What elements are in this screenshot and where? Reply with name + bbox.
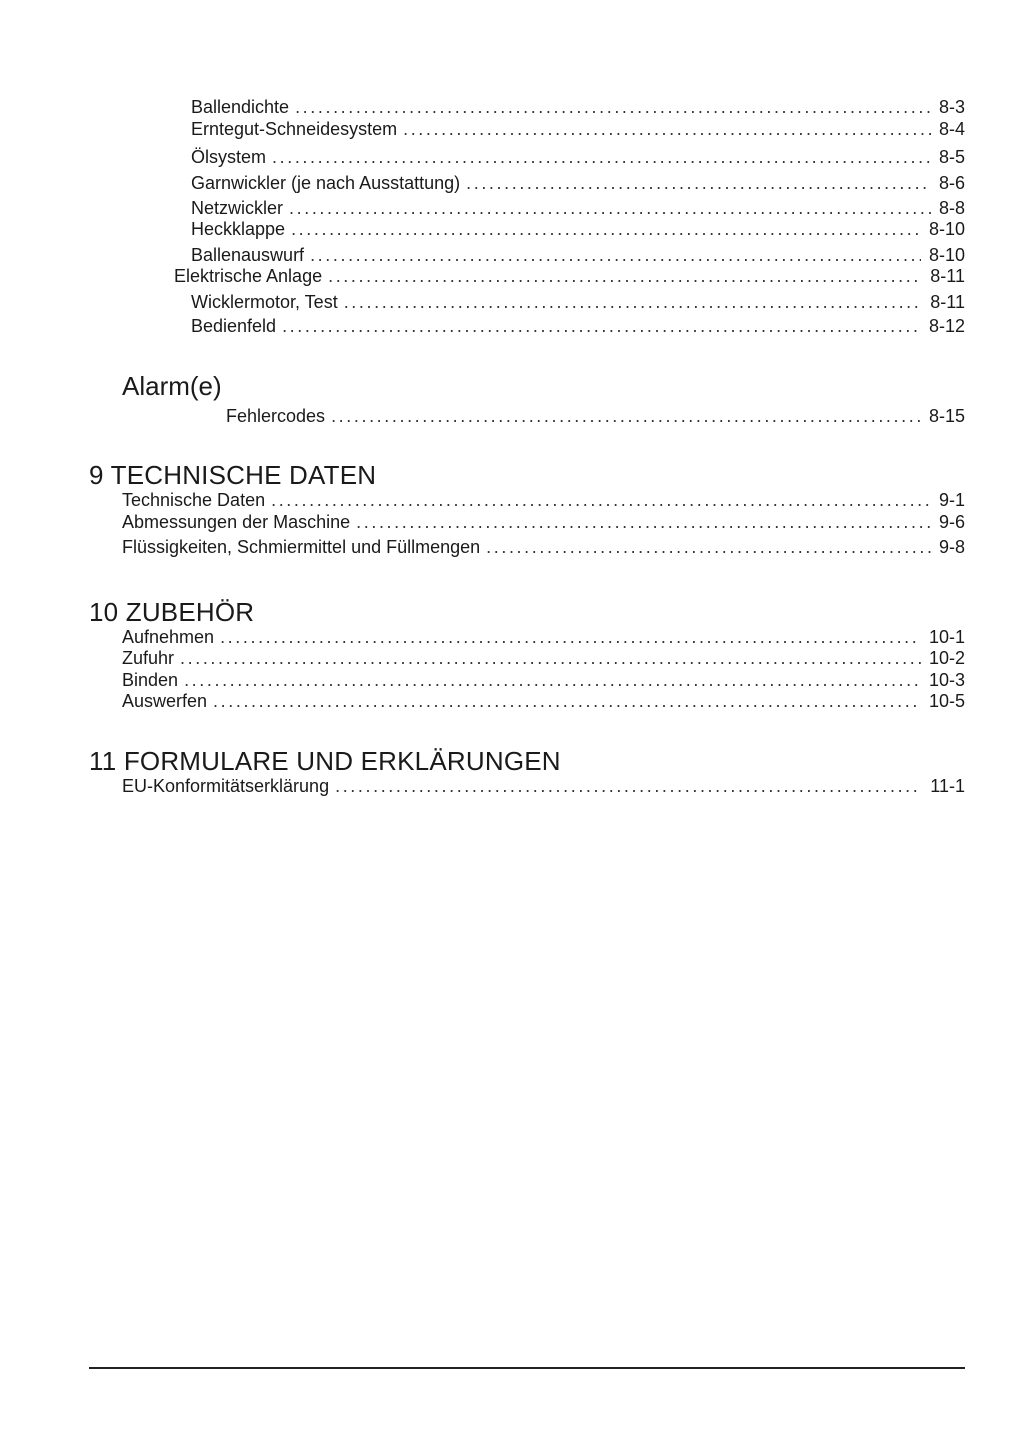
toc-entry-page: 11-1 (930, 776, 965, 796)
toc-entry-heckklappe[interactable] (191, 218, 965, 240)
toc-entry-wicklermotor-test[interactable] (191, 291, 965, 313)
section-heading-alarm: Alarm(e) (122, 371, 222, 401)
toc-entry-label: Erntegut-Schneidesystem (191, 119, 398, 139)
toc-leader-dots (289, 197, 931, 219)
toc-leader-dots (213, 690, 921, 712)
toc-leader-dots (180, 647, 921, 669)
toc-leader-dots (328, 265, 922, 287)
toc-leader-dots (344, 291, 923, 313)
toc-entry-page: 8-4 (938, 119, 965, 139)
toc-entry-erntegut-schneidesystem[interactable] (191, 118, 965, 140)
toc-leader-dots (403, 118, 931, 140)
toc-entry-garnwickler[interactable] (191, 172, 965, 194)
chapter-heading-11: 11 FORMULARE UND ERKLÄRUNGEN (89, 746, 561, 776)
toc-entry-label: Binden (122, 670, 179, 690)
toc-leader-dots (356, 511, 931, 533)
toc-entry-label: EU-Konformitätserklärung (122, 776, 330, 796)
chapter-heading-9: 9 TECHNISCHE DATEN (89, 460, 377, 490)
toc-entry-bedienfeld[interactable] (191, 315, 965, 337)
toc-entry-page: 8-15 (928, 406, 965, 426)
toc-entry-label: Abmessungen der Maschine (122, 512, 351, 532)
toc-leader-dots (220, 626, 921, 648)
toc-entry-binden[interactable] (122, 669, 965, 691)
toc-entry-label: Netzwickler (191, 198, 284, 218)
toc-entry-ballenauswurf[interactable] (191, 244, 965, 266)
toc-entry-page: 8-10 (928, 245, 965, 265)
toc-entry-page: 8-11 (930, 266, 965, 286)
toc-entry-label: Ballenauswurf (191, 245, 305, 265)
toc-entry-page: 8-10 (928, 219, 965, 239)
toc-leader-dots (282, 315, 921, 337)
toc-entry-label: Garnwickler (je nach Ausstattung) (191, 173, 461, 193)
toc-entry-page: 9-8 (938, 537, 965, 557)
toc-entry-label: Wicklermotor, Test (191, 292, 338, 312)
toc-entry-fehlercodes[interactable] (226, 405, 965, 427)
toc-leader-dots (272, 146, 931, 168)
toc-entry-page: 10-5 (928, 691, 965, 711)
toc-entry-label: Auswerfen (122, 691, 208, 711)
toc-entry-label: Bedienfeld (191, 316, 277, 336)
toc-leader-dots (486, 536, 931, 558)
toc-entry-netzwickler[interactable] (191, 197, 965, 219)
toc-entry-page: 10-3 (928, 670, 965, 690)
toc-entry-page: 9-6 (938, 512, 965, 532)
toc-entry-page: 8-8 (938, 198, 965, 218)
toc-entry-page: 8-5 (938, 147, 965, 167)
toc-entry-label: Elektrische Anlage (174, 266, 323, 286)
toc-entry-page: 8-6 (938, 173, 965, 193)
toc-leader-dots (184, 669, 921, 691)
toc-entry-elektrische-anlage[interactable] (174, 265, 965, 287)
toc-entry-zufuhr[interactable] (122, 647, 965, 669)
toc-leader-dots (466, 172, 931, 194)
toc-entry-label: Aufnehmen (122, 627, 215, 647)
toc-leader-dots (291, 218, 921, 240)
toc-entry-page: 9-1 (938, 490, 965, 510)
toc-entry-auswerfen[interactable] (122, 690, 965, 712)
toc-leader-dots (310, 244, 921, 266)
toc-entry-page: 8-3 (938, 97, 965, 117)
toc-entry-ballendichte[interactable] (191, 96, 965, 118)
toc-leader-dots (295, 96, 931, 118)
toc-entry-technische-daten[interactable] (122, 489, 965, 511)
toc-leader-dots (335, 775, 922, 797)
chapter-heading-10: 10 ZUBEHÖR (89, 597, 255, 627)
footer-divider (89, 1367, 965, 1369)
toc-entry-abmessungen[interactable] (122, 511, 965, 533)
toc-entry-oelsystem[interactable] (191, 146, 965, 168)
toc-entry-label: Ballendichte (191, 97, 290, 117)
toc-entry-label: Zufuhr (122, 648, 175, 668)
toc-entry-page: 10-1 (928, 627, 965, 647)
toc-entry-aufnehmen[interactable] (122, 626, 965, 648)
toc-entry-label: Heckklappe (191, 219, 286, 239)
toc-entry-page: 8-11 (930, 292, 965, 312)
toc-entry-page: 10-2 (928, 648, 965, 668)
toc-leader-dots (331, 405, 921, 427)
toc-entry-fluessigkeiten[interactable] (122, 536, 965, 558)
toc-entry-label: Flüssigkeiten, Schmiermittel und Füllmengen (122, 537, 481, 557)
toc-entry-eu-konformitaetserklaerung[interactable] (122, 775, 965, 797)
toc-leader-dots (271, 489, 931, 511)
toc-entry-label: Fehlercodes (226, 406, 326, 426)
toc-entry-page: 8-12 (928, 316, 965, 336)
toc-entry-label: Ölsystem (191, 147, 267, 167)
toc-entry-label: Technische Daten (122, 490, 266, 510)
